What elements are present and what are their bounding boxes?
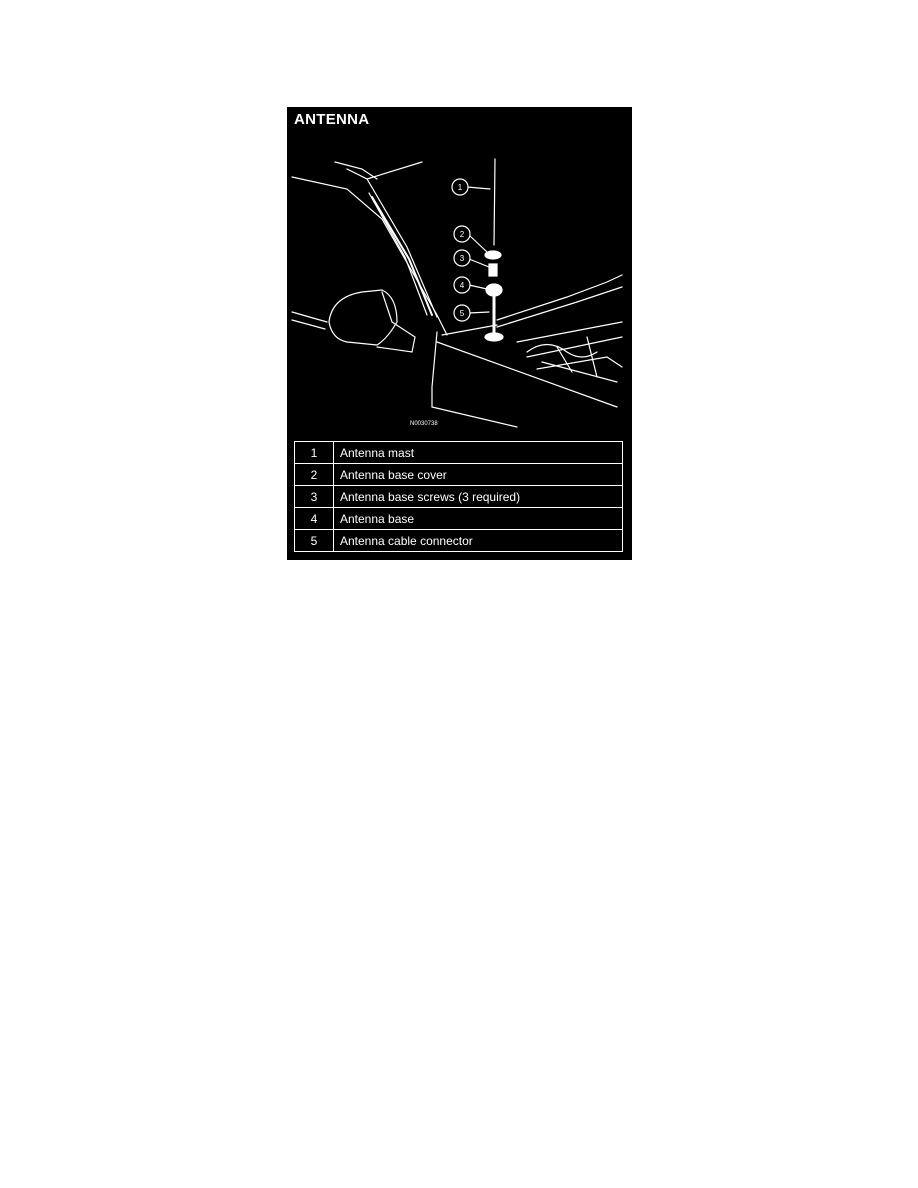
legend-label: Antenna base cover: [334, 464, 623, 486]
leader-3: [469, 259, 489, 267]
antenna-mount-shape: [485, 333, 503, 341]
callout-4: 4: [459, 281, 465, 290]
engine-1: [517, 322, 622, 342]
roof-edge-upper: [335, 162, 377, 179]
body-lower: [432, 332, 517, 427]
callout-1: 1: [457, 183, 463, 192]
callout-2: 2: [459, 230, 465, 239]
leader-1: [467, 187, 490, 189]
mirror-mount: [377, 292, 415, 352]
hood-edge-2: [497, 287, 622, 327]
legend-number: 3: [295, 486, 334, 508]
legend-row: [295, 464, 623, 486]
roof-line: [292, 177, 447, 335]
pillar-inner: [369, 193, 427, 315]
door-line: [292, 312, 327, 322]
mirror-shell: [329, 290, 397, 345]
legend-table: [294, 441, 623, 552]
engine-3: [537, 357, 622, 369]
legend-row: [295, 508, 623, 530]
legend-label: Antenna mast: [334, 442, 623, 464]
antenna-mast-line: [494, 159, 495, 245]
leader-5: [469, 312, 489, 313]
callout-5: 5: [459, 309, 465, 318]
antenna-base-shape: [486, 284, 502, 296]
antenna-screws-shape: [489, 264, 497, 276]
legend-number: 5: [295, 530, 334, 552]
legend-row: [295, 442, 623, 464]
door-line-2: [292, 320, 325, 329]
callout-3: 3: [459, 254, 465, 263]
legend-number: 1: [295, 442, 334, 464]
legend-label: Antenna base: [334, 508, 623, 530]
figure-code: N0030738: [410, 421, 438, 427]
legend-number: 4: [295, 508, 334, 530]
legend-row: [295, 530, 623, 552]
leader-2: [469, 235, 487, 252]
leader-4: [469, 285, 487, 289]
legend-number: 2: [295, 464, 334, 486]
hood-edge: [497, 275, 622, 320]
legend-row: [295, 486, 623, 508]
legend-label: Antenna cable connector: [334, 530, 623, 552]
legend-label: Antenna base screws (3 required): [334, 486, 623, 508]
windshield-top: [367, 162, 422, 179]
antenna-figure: [287, 107, 632, 560]
engine-2: [527, 337, 622, 357]
figure-title: ANTENNA: [294, 111, 370, 128]
engine-7: [542, 362, 617, 382]
